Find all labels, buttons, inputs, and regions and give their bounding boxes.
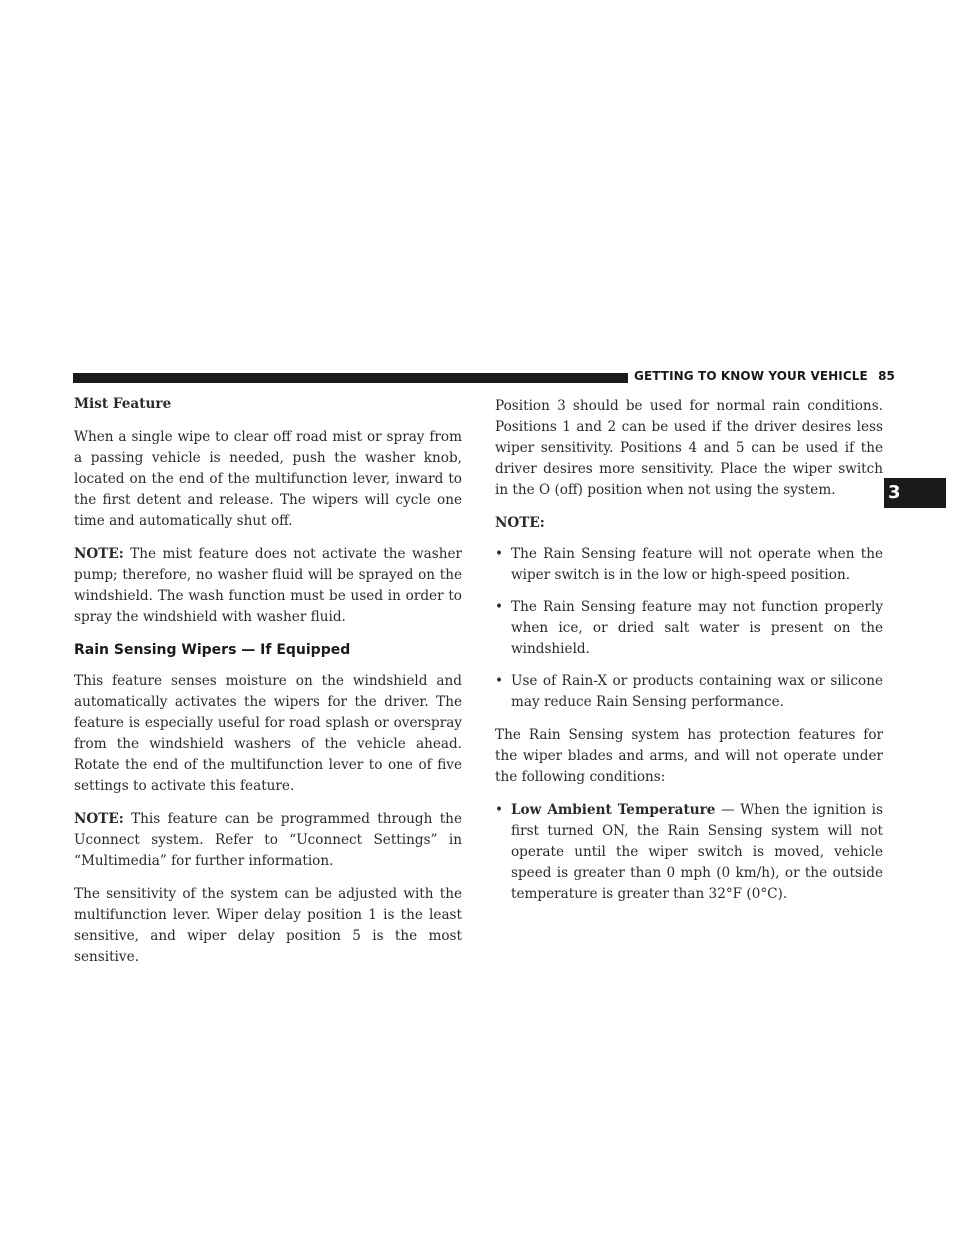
list-item: • The Rain Sensing feature may not function properly when ice, or dried salt water is present on the windshield. (495, 599, 883, 657)
note-text: This feature can be programmed through the Uconnect system. Refer to “Uconnect Settings” in “Multimedia” for further information. (74, 811, 462, 869)
right-column (495, 396, 883, 917)
mist-feature-paragraph: When a single wipe to clear off road mist or spray from a passing vehicle is needed, push the washer knob, located on the end of the multifunction lever, inward to the first detent and release. The wipers will cycle one time and automatically shut off. (74, 429, 462, 529)
chapter-tab-label: 3 (888, 482, 901, 503)
section-title: GETTING TO KNOW YOUR VEHICLE (634, 369, 868, 383)
condition-label: Low Ambient Temperature (511, 802, 716, 818)
note-label: NOTE: (74, 811, 124, 827)
chapter-tab (884, 478, 946, 508)
mist-note (74, 544, 462, 628)
condition-text: — When the ignition is first turned ON, the Rain Sensing system will not operate until the wiper switch is moved, vehicle speed is greater than 0 mph (0 km/h), or the outside temperature is greater than 32°F (0°C). (511, 802, 884, 902)
list-item: • Use of Rain-X or products containing wax or silicone may reduce Rain Sensing performance. (495, 673, 883, 710)
running-header (634, 369, 895, 383)
conditions-list (495, 800, 883, 905)
note-list (495, 544, 883, 713)
left-column (74, 394, 462, 980)
protection-paragraph: The Rain Sensing system has protection features for the wiper blades and arms, and will not operate under the following conditions: (495, 727, 883, 785)
note-text: The mist feature does not activate the washer pump; therefore, no washer fluid will be sprayed on the windshield. The wash function must be used in order to spray the windshield with washer fluid. (74, 546, 462, 625)
bullet-icon: • (495, 599, 504, 615)
list-item (495, 800, 883, 905)
sensitivity-paragraph: The sensitivity of the system can be adjusted with the multifunction lever. Wiper delay position 1 is the least sensitive, and wiper delay position 5 is the most sensitive. (74, 886, 462, 965)
note-heading: NOTE: (495, 515, 545, 531)
header-bar (73, 373, 628, 383)
bullet-icon: • (495, 802, 504, 818)
note-label: NOTE: (74, 546, 124, 562)
rain-sensing-paragraph: This feature senses moisture on the windshield and automatically activates the wipers for the driver. The feature is especially useful for road splash or overspray from the windshield washers of the vehicle ahead. Rotate the end of the multifunction lever to one of five settings to activate this feature. (74, 673, 462, 794)
rain-sensing-heading: Rain Sensing Wipers — If Equipped (74, 642, 351, 658)
list-item: • The Rain Sensing feature will not operate when the wiper switch is in the low or high-speed position. (495, 546, 883, 583)
page-number: 85 (878, 369, 896, 383)
position-paragraph: Position 3 should be used for normal rain conditions. Positions 1 and 2 can be used if the driver desires less wiper sensitivity. Positions 4 and 5 can be used if the driver desires more sensitivity. Place the wiper switch in the O (off) position when not using the system. (495, 398, 883, 498)
uconnect-note (74, 809, 462, 872)
mist-feature-heading: Mist Feature (74, 396, 172, 412)
bullet-icon: • (495, 673, 504, 689)
bullet-icon: • (495, 546, 504, 562)
